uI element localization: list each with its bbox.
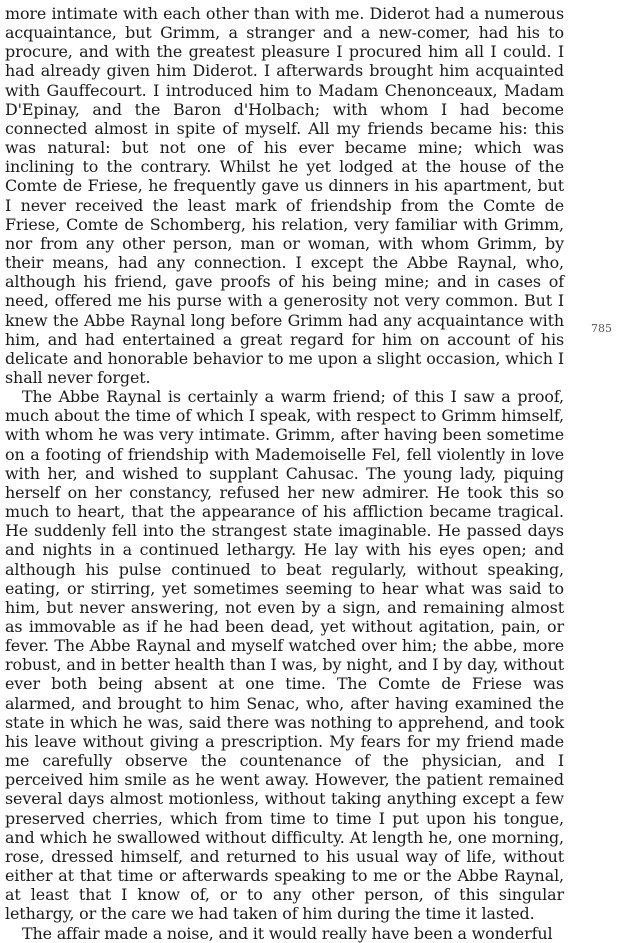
- paragraph-3: The affair made a noise, and it would really have been a wonderful: [22, 923, 553, 943]
- page-body: [5, 4, 564, 943]
- page-number: 785: [591, 322, 612, 335]
- paragraph-2: The Abbe Raynal is certainly a warm friend; of this I saw a proof, much about the time of which I speak, with respect to Grimm himself, with whom he was very intimate. Grimm, after having been sometime on a footing of friendship with Mademoiselle Fel, fell violently in love with her, and wished to supplant Cahusac. The young lady, piquing herself on her constancy, refused her new admirer. He took this so much to heart, that the appearance of his affliction became tragical. He suddenly fell into the strangest state imaginable. He passed days and nights in a continued lethargy. He lay with his eyes open; and although his pulse continued to beat regularly, without speaking, eating, or stirring, yet sometimes seeming to hear what was said to him, but never answering, not even by a sign, and remaining almost as immovable as if he had been dead, yet without agitation, pain, or fever. The Abbe Raynal and myself watched over him; the abbe, more robust, and in better health than I was, by night, and I by day, without ever both being absent at one time. The Comte de Friese was alarmed, and brought to him Senac, who, after having examined the state in which he was, said there was nothing to apprehend, and took his leave without giving a prescription. My fears for my friend made me carefully observe the countenance of the physician, and I perceived him smile as he went away. However, the patient remained several days almost motionless, without taking anything except a few preserved cherries, which from time to time I put upon his tongue, and which he swallowed without difficulty. At length he, one morning, rose, dressed himself, and returned to his usual way of life, without either at that time or afterwards speaking to me or the Abbe Raynal, at least that I know of, or to any other person, of this singular lethargy, or the care we had taken of him during the time it lasted.: [5, 387, 564, 924]
- paragraph-1: more intimate with each other than with me. Diderot had a numerous acquaintance, but Grimm, a stranger and a new-comer, had his to procure, and with the greatest pleasure I procured him all I could. I had already given him Diderot. I afterwards brought him acquainted with Gauffecourt. I introduced him to Madam Chenonceaux, Madam D'Epinay, and the Baron d'Holbach; with whom I had become connected almost in spite of myself. All my friends became his: this was natural: but not one of his ever became mine; which was inclining to the contrary. Whilst he yet lodged at the house of the Comte de Friese, he frequently gave us dinners in his apartment, but I never received the least mark of friendship from the Comte de Friese, Comte de Schomberg, his relation, very familiar with Grimm, nor from any other person, man or woman, with whom Grimm, by their means, had any connection. I except the Abbe Raynal, who, although his friend, gave proofs of his being mine; and in cases of need, offered me his purse with a generosity not very common. But I knew the Abbe Raynal long before Grimm had any acquaintance with him, and had entertained a great regard for him on account of his delicate and honorable behavior to me upon a slight occasion, which I shall never forget.: [5, 4, 564, 387]
